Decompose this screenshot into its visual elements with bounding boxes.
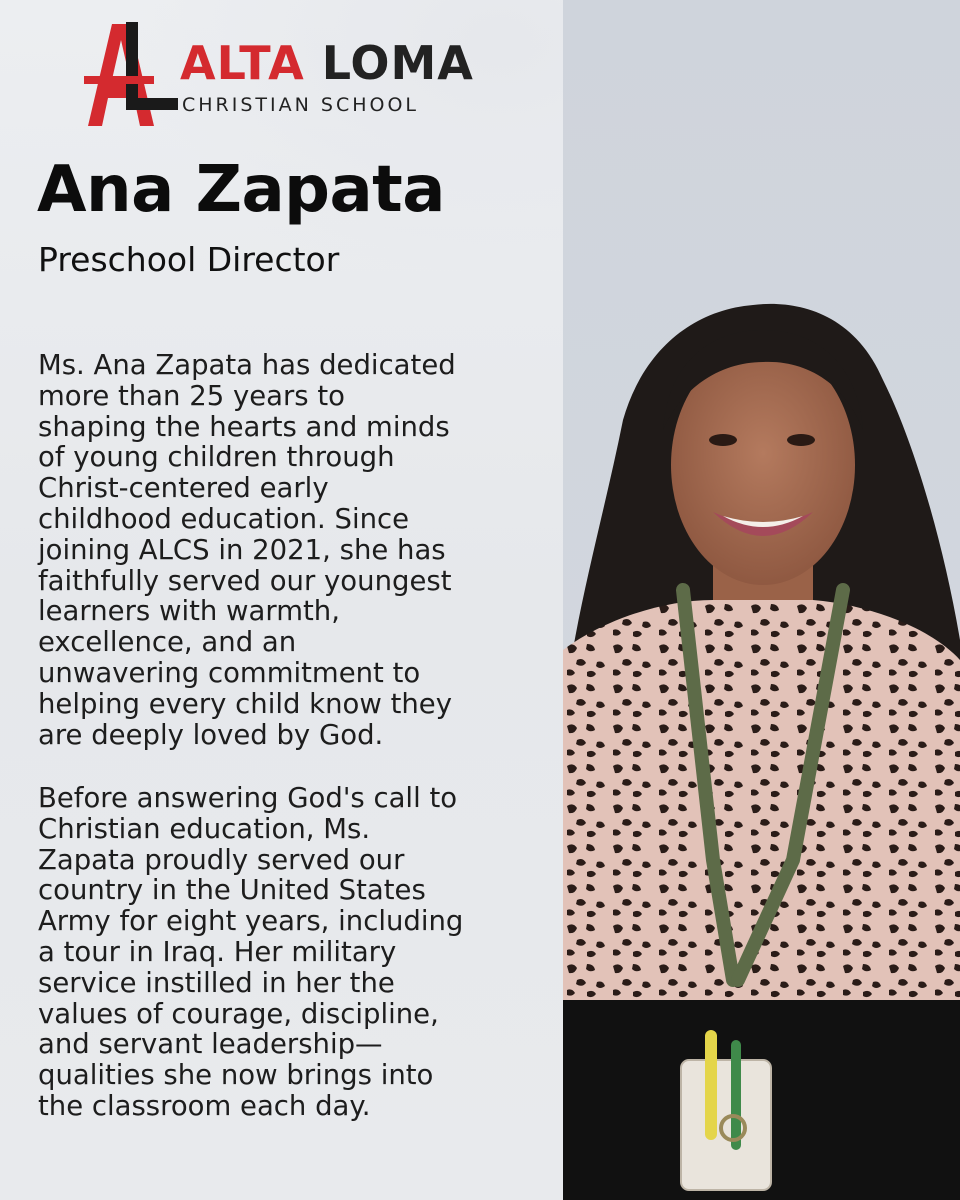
logo-wordmark: ALTA LOMA	[180, 36, 474, 90]
bio-line: Army for eight years, including	[38, 905, 464, 938]
photo-panel	[563, 0, 960, 1200]
bio-paragraph-2	[38, 783, 548, 1122]
person-name: Ana Zapata	[37, 153, 445, 227]
bio-line: Ms. Ana Zapata has dedicated	[38, 349, 456, 381]
bio-line: excellence, and an	[38, 626, 297, 659]
school-logo	[82, 18, 472, 130]
logo-subtitle: CHRISTIAN SCHOOL	[182, 94, 419, 116]
bio-line: values of courage, discipline,	[38, 997, 439, 1030]
al-monogram-icon	[82, 18, 182, 130]
bio-line: the classroom each day.	[38, 1089, 371, 1122]
bio-line: childhood education. Since	[38, 502, 410, 535]
bio-line: and servant leadership—	[38, 1028, 383, 1061]
bio-line: service instilled in her the	[38, 966, 395, 999]
bio-line: faithfully served our youngest	[38, 564, 452, 597]
bio-line: of young children through	[38, 441, 395, 474]
bio-line: country in the United States	[38, 874, 426, 907]
person-title: Preschool Director	[38, 240, 340, 279]
bio-line: qualities she now brings into	[38, 1059, 434, 1092]
bio-line: a tour in Iraq. Her military	[38, 935, 397, 968]
bio-line: are deeply loved by God.	[38, 718, 384, 751]
bio-line: Before answering God's call to	[38, 782, 458, 814]
bio-line: shaping the hearts and minds	[38, 410, 450, 443]
bio-line: Christian education, Ms.	[38, 812, 371, 845]
bio-line: Zapata proudly served our	[38, 843, 405, 876]
bio-line: Christ-centered early	[38, 472, 329, 505]
portrait-photo	[563, 0, 960, 1200]
bio-line: learners with warmth,	[38, 595, 340, 628]
bio-line: joining ALCS in 2021, she has	[38, 533, 446, 566]
bio-line: more than 25 years to	[38, 379, 345, 412]
bio-paragraph-1	[38, 350, 548, 750]
bio-line: unwavering commitment to	[38, 656, 421, 689]
bio-line: helping every child know they	[38, 687, 452, 720]
